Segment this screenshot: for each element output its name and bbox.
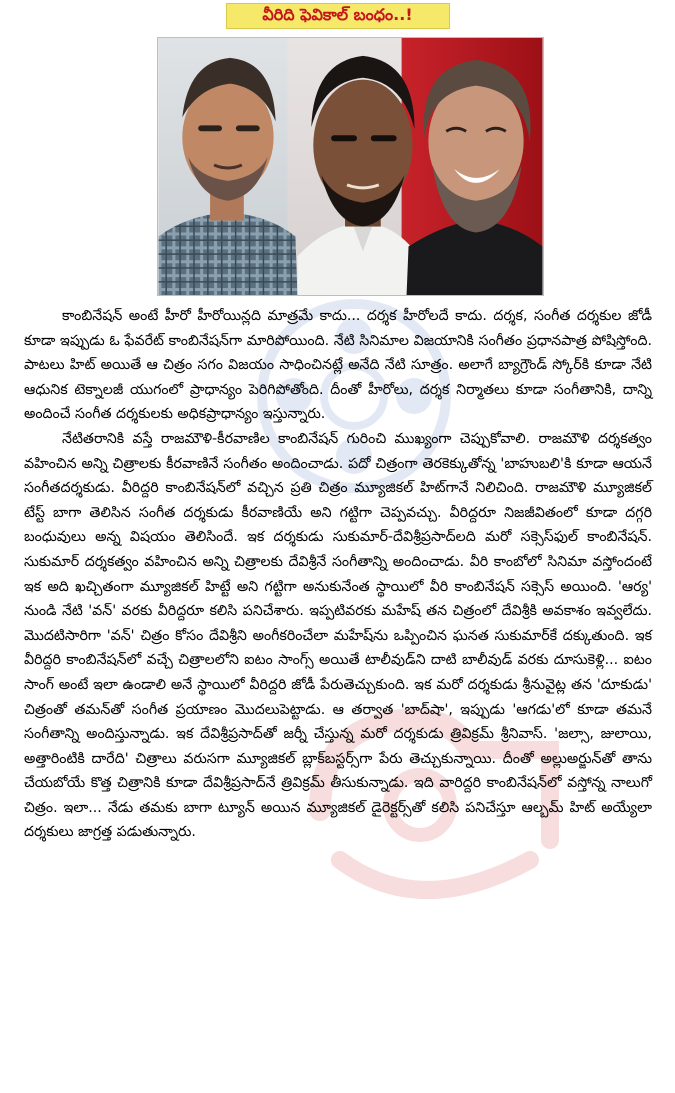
directors-photo [157, 37, 544, 296]
article-paragraph: నేటితరానికి వస్తే రాజమౌళి-కీరవాణిల కాంబినేషన్ గురించి ముఖ్యంగా చెప్పుకోవాలి. రాజమౌళి దర్శకత్వం వహించిన అన్ని చిత్రాలకు కీరవాణినే సంగీతం అందించాడు. పదో చిత్రంగా తెరకెక్కుతోన్న 'బాహుబలి'కి కూడా ఆయనే సంగీతదర్శకుడు. వీరిద్దరి కాంబినేషన్‌లో వచ్చిన ప్రతి చిత్రం మ్యూజికల్ హిట్‌గానే నిలిచింది. రాజమౌళి మ్యూజికల్ టేస్ట్ బాగా తెలిసిన సంగీత దర్శకుడు కీరవాణియే అని గట్టిగా చెప్పవచ్చు. వీరిద్దరూ నిజజీవితంలో కూడా దగ్గరి బంధువులు అన్న విషయం తెలిసిందే. ఇక దర్శకుడు సుకుమార్-దేవిశ్రీప్రసాద్‌లది మరో సక్సెస్‌ఫుల్ కాంబినేషన్. సుకుమార్ దర్శకత్వం వహించిన అన్ని చిత్రాలకు దేవిశ్రీనే సంగీతాన్ని అందించాడు. వీరి కాంబోలో సినిమా వస్తోందంటే ఇక అది ఖచ్చితంగా మ్యూజికల్ హిట్టే అని గట్టిగా అనుకునేంత స్థాయిలో వీరి కాంబినేషన్ సక్సెస్ అయింది. 'ఆర్య' నుండి నేటి 'వన్' వరకు వీరిద్దరూ కలిసి పనిచేశారు. ఇప్పటివరకు మహేష్ తన చిత్రంలో దేవిశ్రీకి అవకాశం ఇవ్వలేదు. మొదటిసారిగా 'వన్' చిత్రం కోసం దేవిశ్రీని అంగీకరించేలా మహేష్‌ను ఒప్పించిన ఘనత సుకుమార్‌కే దక్కుతుంది. ఇక వీరిద్దరి కాంబినేషన్‌లో వచ్చే చిత్రాలలోని ఐటం సాంగ్స్ అయితే టాలీవుడ్‌ని దాటి బాలీవుడ్ వరకు దూసుకెళ్లి... ఐటం సాంగ్ అంటే ఇలా ఉండాలి అనే స్థాయిలో వీరిద్దరి జోడీ పేరుతెచ్చుకుంది. ఇక మరో దర్శకుడు శ్రీనువైట్ల తన 'దూకుడు' చిత్రంతో తమన్‌తో సంగీత ప్రయాణం మొదలుపెట్టాడు. ఆ తర్వాత 'బాద్‌షా', ఇప్పుడు 'ఆగడు'లో కూడా తమనే సంగీతాన్ని అందిస్తున్నాడు. ఇక దేవిశ్రీప్రసాద్‌తో జర్నీ చేస్తున్న మరో దర్శకుడు త్రివిక్రమ్ శ్రీనివాస్. 'జల్సా, జులాయి, అత్తారింటికి దారేది' చిత్రాలు వరుసగా మ్యూజికల్ బ్లాక్‌బస్టర్స్‌గా పేరు తెచ్చుకున్నాయి. దీంతో అల్లుఅర్జున్‌తో తాను చేయబోయే కొత్త చిత్రానికి కూడా దేవిశ్రీప్రసాద్‌నే త్రివిక్రమ్ తీసుకున్నాడు. ఇది వారిద్దరి కాంబినేషన్‌లో వస్తోన్న నాలుగో చిత్రం. ఇలా... నేడు తమకు బాగా ట్యూన్ అయిన మ్యూజికల్ డైరెక్టర్స్‌తో కలిసి పనిచేస్తూ ఆల్బమ్ హిట్ అయ్యేలా దర్శకులు జాగ్రత్త పడుతున్నారు. [24, 430, 652, 841]
article-paragraph: కాంబినేషన్ అంటే హీరో హీరోయిన్లది మాత్రమే కాదు... దర్శక హీరోలదే కాదు. దర్శక, సంగీత దర్శకుల జోడీ కూడా ఇప్పుడు ఓ ఫేవరేట్ కాంబినేషన్‌గా మారిపోయింది. నేటి సినిమాల విజయానికి సంగీతం ప్రధానపాత్ర పోషిస్తోంది. పాటలు హిట్ అయితే ఆ చిత్రం సగం విజయం సాధించినట్లే అనేది నేటి సూత్రం. అలాగే బ్యాగ్రౌండ్ స్కోర్‌కి కూడా నేటి ఆధునిక టెక్నాలజీ యుగంలో ప్రాధాన్యం పెరిగిపోతోంది. దీంతో హీరోలు, దర్శక నిర్మాతలు కూడా సంగీతానికి, దాన్ని అందించే సంగీత దర్శకులకు అధికప్రాధాన్యం ఇస్తున్నారు. [24, 308, 652, 423]
article-body [24, 304, 652, 845]
article-title: వీరిది ఫెవికాల్ బంధం..! [226, 3, 450, 29]
three-director-portraits-photo [158, 38, 543, 295]
